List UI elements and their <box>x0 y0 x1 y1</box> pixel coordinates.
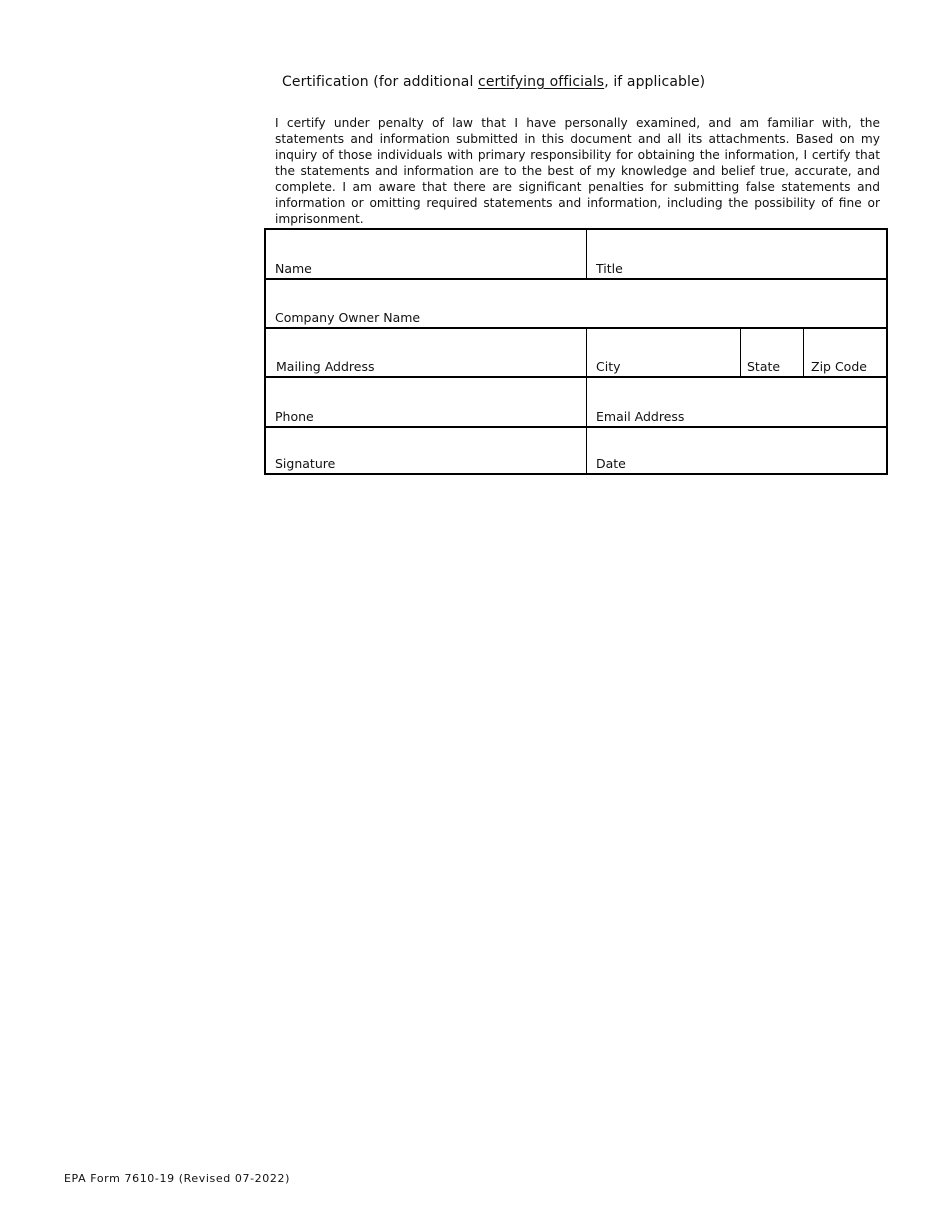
company-owner-name-label: Company Owner Name <box>275 310 421 325</box>
contact-row <box>266 378 886 428</box>
zip-code-label: Zip Code <box>811 359 867 374</box>
mailing-address-label: Mailing Address <box>276 359 375 374</box>
heading-suffix: , if applicable) <box>604 74 706 90</box>
phone-field[interactable] <box>266 378 586 426</box>
email-address-label: Email Address <box>596 409 685 424</box>
certifying-officials-term: certifying officials <box>478 74 605 90</box>
city-label: City <box>596 359 621 374</box>
mailing-address-field[interactable] <box>266 329 586 376</box>
signature-row <box>266 428 886 473</box>
name-title-row <box>266 230 886 280</box>
certification-heading <box>282 74 705 90</box>
state-label: State <box>747 359 781 374</box>
zip-code-field[interactable] <box>803 329 886 376</box>
date-label: Date <box>596 456 626 471</box>
address-row <box>266 329 886 378</box>
signature-label: Signature <box>275 456 336 471</box>
name-field[interactable] <box>266 230 586 278</box>
company-owner-name-field[interactable] <box>266 280 886 327</box>
official-info-form <box>264 228 888 475</box>
heading-prefix: Certification (for additional <box>282 74 479 90</box>
phone-label: Phone <box>275 409 314 424</box>
certification-statement: I certify under penalty of law that I have personally examined, and am familiar with, the statements and information submitted in this document and all its attachments. Based on my inquiry of those individuals with primary responsibility for obtaining the information, I certify that the statements and information are to the best of my knowledge and belief true, accurate, and complete. I am aware that there are significant penalties for submitting false statements and information or omitting required statements and information, including the possibility of fine or imprisonment. <box>275 116 880 226</box>
signature-field[interactable] <box>266 428 586 473</box>
title-field[interactable] <box>586 230 886 278</box>
company-row <box>266 280 886 329</box>
date-field[interactable] <box>586 428 886 473</box>
form-identifier: EPA Form 7610-19 (Revised 07-2022) <box>64 1172 290 1185</box>
email-address-field[interactable] <box>586 378 886 426</box>
title-label: Title <box>596 261 623 276</box>
state-field[interactable] <box>740 329 803 376</box>
name-label: Name <box>275 261 312 276</box>
city-field[interactable] <box>586 329 740 376</box>
